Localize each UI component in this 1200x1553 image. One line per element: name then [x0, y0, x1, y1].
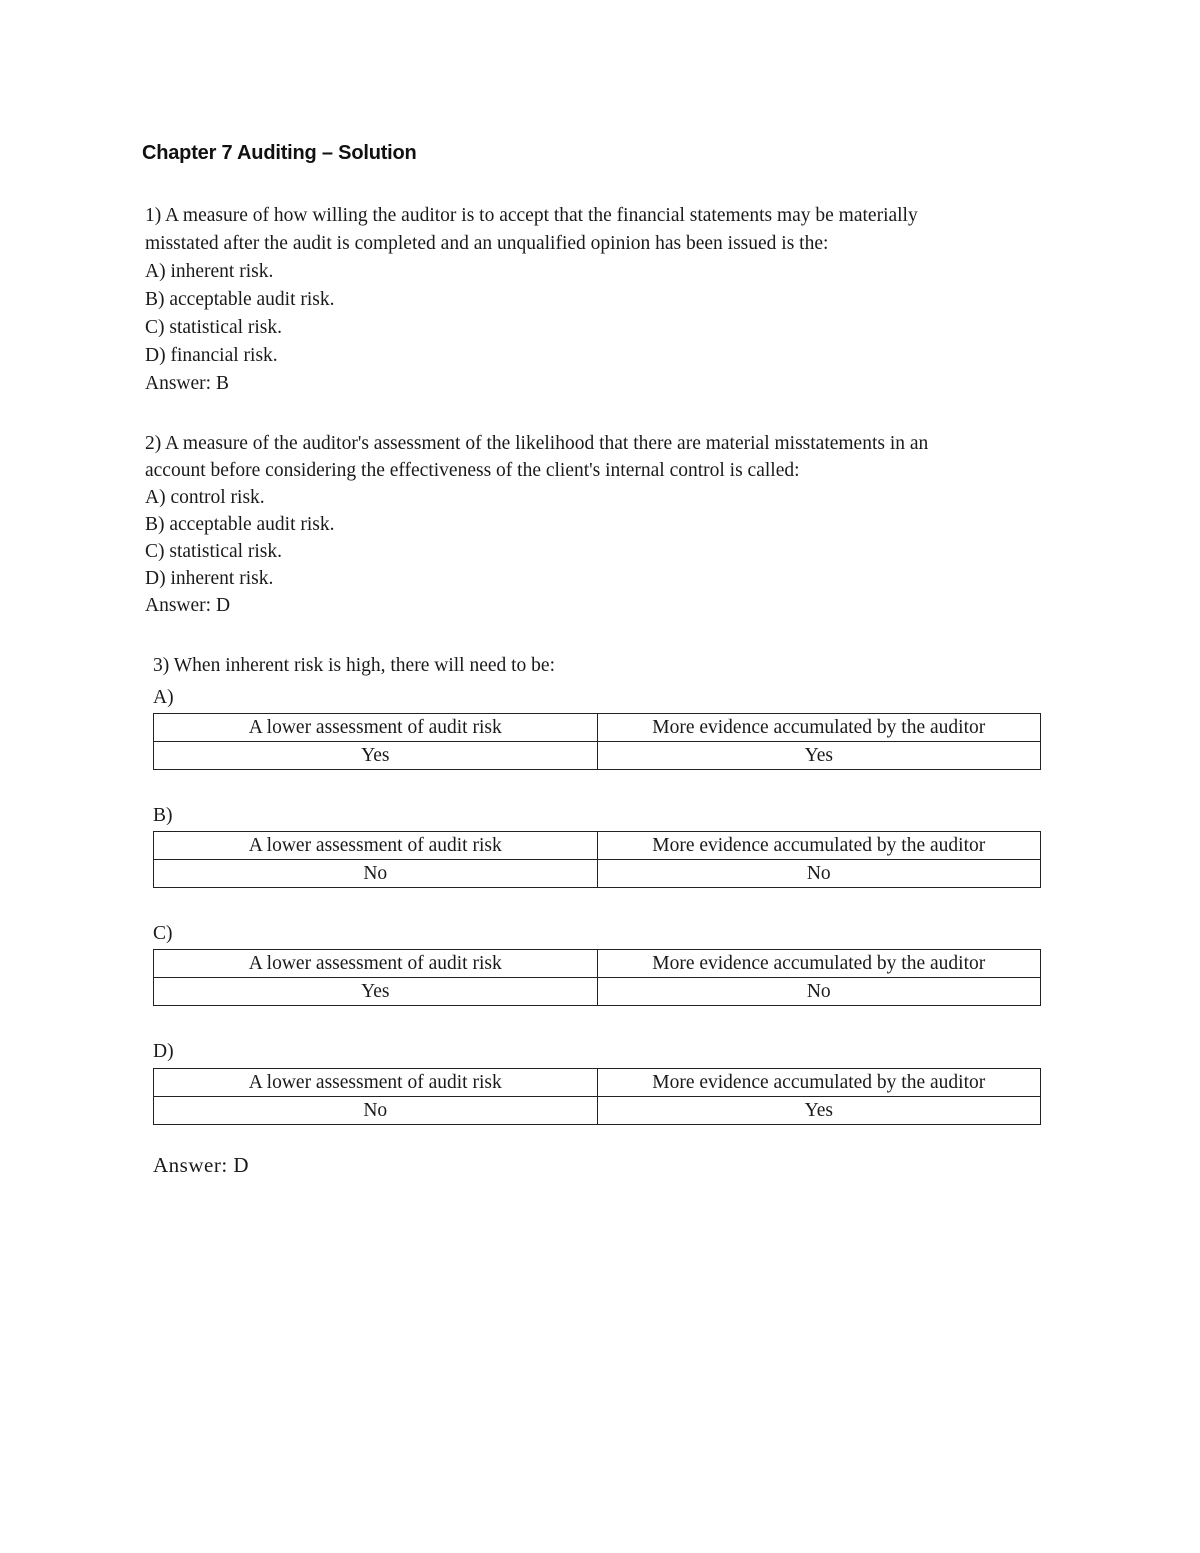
table-cell: Yes — [154, 978, 598, 1006]
table-cell: No — [597, 978, 1041, 1006]
question-1 — [145, 202, 1065, 398]
table-row — [154, 950, 1041, 978]
question-3-option-a-label: A) — [153, 687, 174, 708]
question-2-option-d: D) inherent risk. — [145, 568, 274, 589]
question-1-stem-line-1: 1) A measure of how willing the auditor is to accept that the financial statements may be materially — [145, 205, 918, 226]
question-2-answer: Answer: D — [145, 595, 231, 616]
table-header-cell: A lower assessment of audit risk — [154, 714, 598, 742]
table-header-cell: More evidence accumulated by the auditor — [597, 714, 1041, 742]
table-cell: Yes — [154, 742, 598, 770]
question-1-option-b: B) acceptable audit risk. — [145, 289, 335, 310]
question-2-stem-line-1: 2) A measure of the auditor's assessment of the likelihood that there are material misstatements in an — [145, 433, 929, 454]
table-cell: No — [154, 860, 598, 888]
table-row — [154, 860, 1041, 888]
table-row — [154, 714, 1041, 742]
question-2 — [145, 430, 1065, 619]
question-3-stem: 3) When inherent risk is high, there will need to be: — [153, 655, 555, 676]
table-header-cell: More evidence accumulated by the auditor — [597, 832, 1041, 860]
question-3-option-b-table — [153, 831, 1041, 888]
table-row — [154, 1097, 1041, 1125]
question-2-option-c: C) statistical risk. — [145, 541, 283, 562]
table-header-cell: A lower assessment of audit risk — [154, 950, 598, 978]
question-1-stem-line-2: misstated after the audit is completed and an unqualified opinion has been issued is the: — [145, 233, 829, 254]
table-header-cell: More evidence accumulated by the auditor — [597, 950, 1041, 978]
table-cell: No — [154, 1097, 598, 1125]
question-3-option-a-table — [153, 713, 1041, 770]
table-row — [154, 832, 1041, 860]
table-header-cell: More evidence accumulated by the auditor — [597, 1069, 1041, 1097]
table-cell: Yes — [597, 1097, 1041, 1125]
table-row — [154, 1069, 1041, 1097]
table-cell: No — [597, 860, 1041, 888]
question-3-option-b-label: B) — [153, 805, 173, 826]
question-3-option-c-table — [153, 949, 1041, 1006]
question-1-option-d: D) financial risk. — [145, 345, 278, 366]
table-header-cell: A lower assessment of audit risk — [154, 832, 598, 860]
page-title: Chapter 7 Auditing – Solution — [142, 142, 417, 164]
question-2-option-b: B) acceptable audit risk. — [145, 514, 335, 535]
question-1-answer: Answer: B — [145, 373, 229, 394]
question-1-option-c: C) statistical risk. — [145, 317, 283, 338]
question-3-option-c-label: C) — [153, 923, 173, 944]
question-2-option-a: A) control risk. — [145, 487, 265, 508]
question-1-option-a: A) inherent risk. — [145, 261, 274, 282]
question-3-answer: Answer: D — [153, 1153, 250, 1177]
table-header-cell: A lower assessment of audit risk — [154, 1069, 598, 1097]
question-3-option-d-label: D) — [153, 1041, 174, 1062]
table-row — [154, 978, 1041, 1006]
table-row — [154, 742, 1041, 770]
table-cell: Yes — [597, 742, 1041, 770]
question-3-option-d-table — [153, 1068, 1041, 1125]
question-2-stem-line-2: account before considering the effectiveness of the client's internal control is called: — [145, 460, 800, 481]
